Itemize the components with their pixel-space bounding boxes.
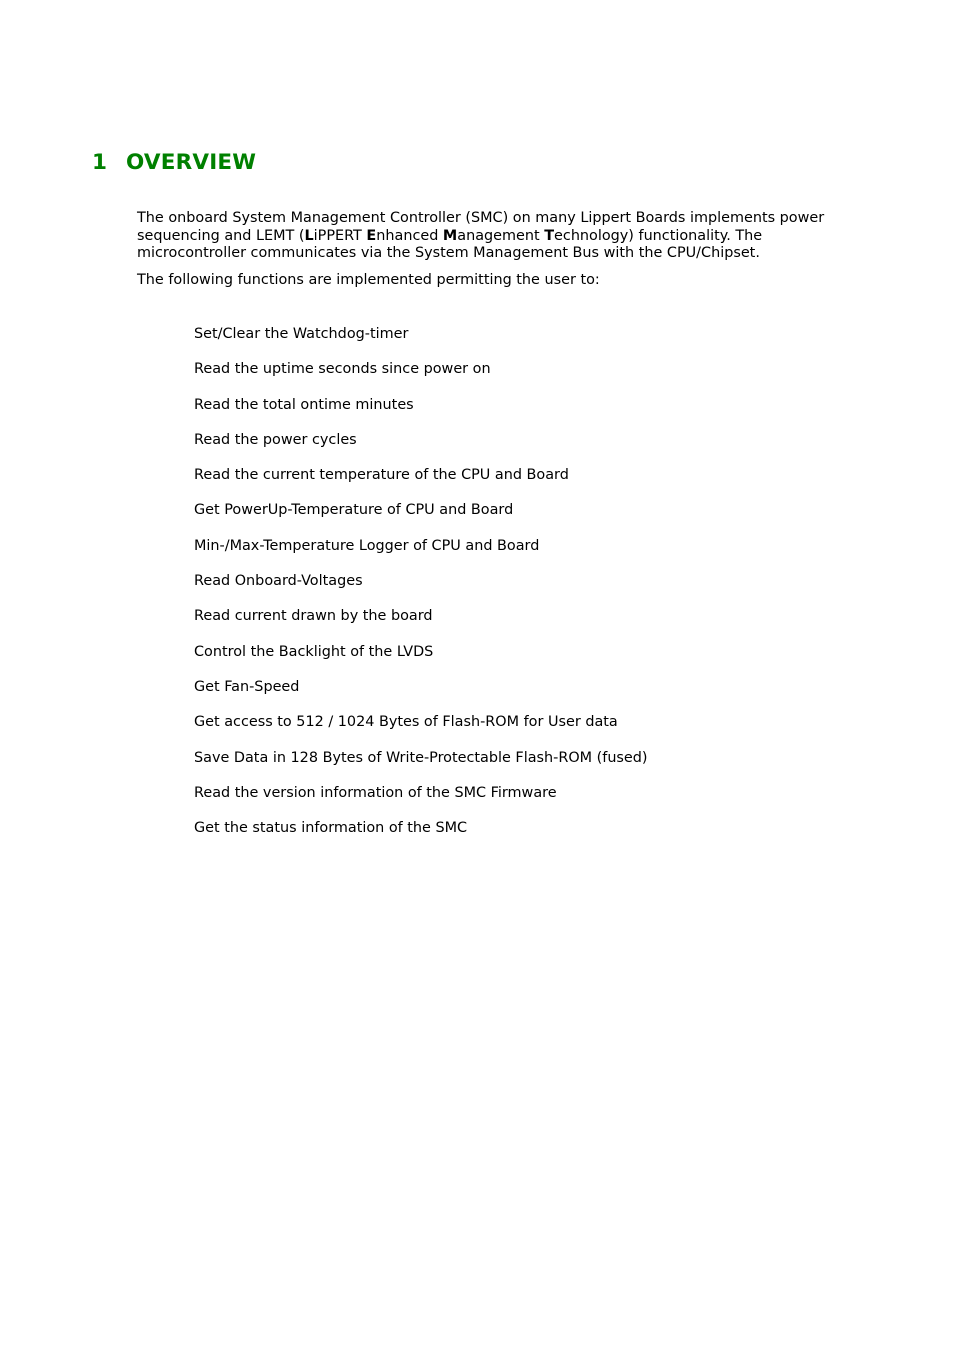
lemt-letter-l: L	[304, 227, 314, 244]
list-item: Read current drawn by the board	[194, 608, 433, 625]
section-heading	[92, 150, 256, 175]
list-item: Control the Backlight of the LVDS	[194, 643, 434, 660]
intro-paragraph	[137, 210, 857, 263]
lemt-letter-m: M	[442, 227, 458, 244]
lemt-letter-t: T	[544, 227, 555, 244]
section-title: OVERVIEW	[126, 150, 257, 175]
list-item: Read the power cycles	[194, 431, 357, 448]
list-item: Read the uptime seconds since power on	[194, 361, 491, 378]
list-item: Get the status information of the SMC	[194, 820, 468, 837]
lemt-word-lippert: iPPERT	[313, 227, 367, 244]
list-item: Read the current temperature of the CPU and Board	[194, 467, 569, 484]
list-item: Get PowerUp-Temperature of CPU and Board	[194, 502, 514, 519]
list-item: Read the total ontime minutes	[194, 396, 414, 413]
lemt-word-management: anagement	[457, 227, 545, 244]
lemt-letter-e: E	[366, 227, 377, 244]
list-item: Save Data in 128 Bytes of Write-Protectable Flash-ROM (fused)	[194, 749, 648, 766]
list-item: Read the version information of the SMC Firmware	[194, 784, 557, 801]
lemt-word-enhanced: nhanced	[376, 227, 443, 244]
list-item: Read Onboard-Voltages	[194, 573, 363, 590]
list-item: Get access to 512 / 1024 Bytes of Flash-ROM for User data	[194, 714, 618, 731]
list-item: Get Fan-Speed	[194, 678, 300, 695]
section-number: 1	[92, 150, 108, 175]
functions-lead: The following functions are implemented permitting the user to:	[137, 272, 600, 288]
list-item: Min-/Max-Temperature Logger of CPU and Board	[194, 537, 540, 554]
lemt-word-technology: echnology) functionality. The microcontroller communicates via the System Management Bus with the CPU/Chipset.	[137, 227, 763, 261]
functions-list	[194, 326, 648, 855]
intro-text: The onboard System Management Controller (SMC) on many Lippert Boards implements power sequencing and LEMT (	[137, 210, 825, 244]
list-item: Set/Clear the Watchdog-timer	[194, 326, 409, 342]
